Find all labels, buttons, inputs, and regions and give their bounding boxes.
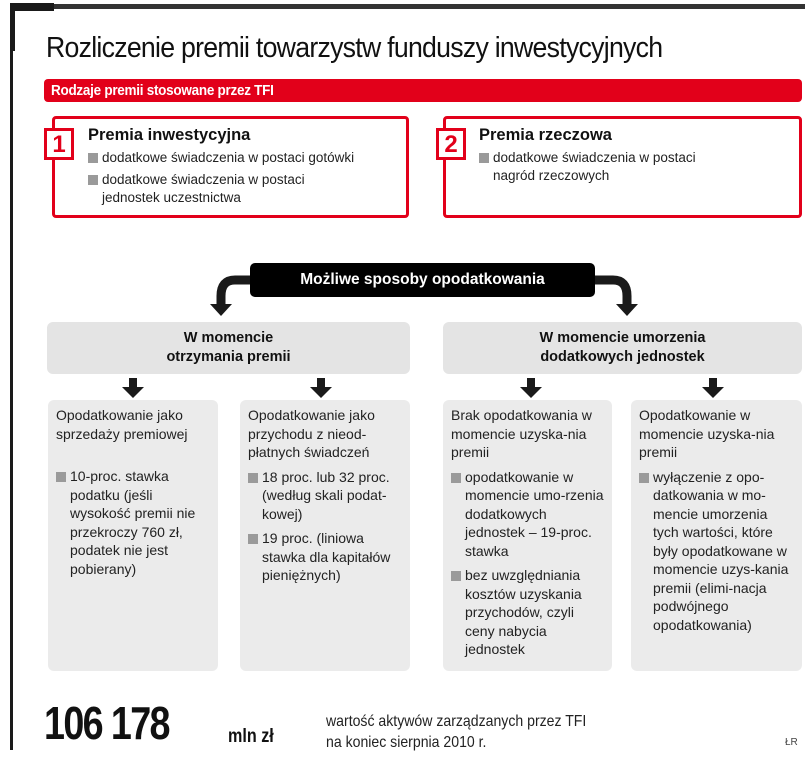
caption-line: wartość aktywów zarządzanych przez TFI [326, 713, 587, 730]
list-item [451, 468, 604, 561]
list-item [451, 566, 604, 659]
square-bullet-icon [451, 473, 461, 483]
list-item-text: dodatkowe świadczenia w postaci nagród rzeczowych [493, 150, 696, 183]
list-item-text: wyłączenie z opo-datkowania w mo-mencie umorzenia tych wartości, które były opodatkowane w momencie uzys-kania premii (elimi-nacja podwójnego opodatkowania) [653, 468, 789, 633]
list-item-text: 10-proc. stawka podatku (jeśli wysokość premii nie przekroczy 760 zł, podatek nie jest pobierany) [70, 468, 196, 577]
list-item [56, 467, 210, 578]
square-bullet-icon [479, 153, 489, 163]
author-credit: ŁR [785, 737, 798, 748]
option-heading: Brak opodatkowania w momencie uzyska-nia premii [451, 407, 592, 460]
list-item [248, 468, 402, 524]
premium-number-badge: 2 [436, 128, 466, 160]
assets-value: 106 178 [44, 697, 169, 749]
square-bullet-icon [248, 473, 258, 483]
option-heading: Opodatkowanie jako przychodu z nieod-płatnych świadczeń [248, 407, 375, 460]
frame-corner [10, 3, 54, 11]
list-item-text: 19 proc. (liniowa stawka dla kapitałów pieniężnych) [262, 530, 391, 583]
page-title: Rozliczenie premii towarzystw funduszy inwestycyjnych [46, 32, 663, 64]
curved-arrow-left-icon [205, 270, 255, 320]
list-item-text: opodatkowanie w momencie umo-rzenia dodatkowych jednostek – 19-proc. stawka [465, 468, 604, 559]
square-bullet-icon [248, 534, 258, 544]
down-arrow-icon [310, 378, 332, 398]
list-item [88, 149, 404, 167]
option-tax-at-receipt [631, 400, 802, 671]
list-item-text: dodatkowe świadczenia w postaci jednostek uczestnictwa [102, 172, 305, 205]
list-item [479, 149, 729, 185]
curved-arrow-right-icon [595, 270, 645, 320]
section-bar-label: Rodzaje premii stosowane przez TFI [51, 82, 274, 99]
square-bullet-icon [451, 571, 461, 581]
square-bullet-icon [88, 153, 98, 163]
taxation-methods-label: Możliwe sposoby opodatkowania [250, 263, 595, 297]
section-bar [44, 79, 802, 102]
square-bullet-icon [88, 175, 98, 185]
down-arrow-icon [122, 378, 144, 398]
branch-header-receipt [47, 322, 410, 374]
square-bullet-icon [639, 473, 649, 483]
branch-header-line: dodatkowych jednostek [540, 349, 705, 365]
option-no-tax-at-receipt [443, 400, 612, 671]
list-item-text: dodatkowe świadczenia w postaci gotówki [102, 150, 355, 165]
option-gratuitous-benefits [240, 400, 410, 671]
assets-caption [326, 711, 586, 753]
list-item-text: 18 proc. lub 32 proc. (według skali podat-kowej) [262, 468, 390, 522]
premium-number-badge: 1 [44, 128, 74, 160]
list-item [248, 529, 402, 585]
branch-header-line: W momencie [183, 330, 274, 346]
frame-left-rule [10, 48, 13, 750]
list-item-text: bez uwzględniania kosztów uzyskania przychodów, czyli ceny nabycia jednostek [465, 567, 582, 657]
premium-list [88, 149, 404, 211]
premium-title: Premia rzeczowa [479, 126, 612, 144]
list-item [639, 468, 794, 635]
assets-unit: mln zł [228, 726, 274, 747]
list-item [88, 171, 318, 207]
option-heading: Opodatkowanie jako sprzedaży premiowej [56, 407, 188, 442]
square-bullet-icon [56, 472, 66, 482]
caption-line: na koniec sierpnia 2010 r. [326, 734, 487, 751]
frame-top-rule [10, 4, 805, 9]
premium-title: Premia inwestycyjna [88, 126, 251, 144]
premium-list [479, 149, 729, 189]
option-sale-premium [48, 400, 218, 671]
branch-header-line: W momencie umorzenia [539, 330, 706, 346]
option-heading: Opodatkowanie w momencie uzyska-nia premii [639, 407, 775, 460]
frame-left-rule-thick [10, 3, 15, 51]
branch-header-redemption [443, 322, 802, 374]
down-arrow-icon [702, 378, 724, 398]
down-arrow-icon [520, 378, 542, 398]
branch-header-line: otrzymania premii [166, 349, 291, 365]
